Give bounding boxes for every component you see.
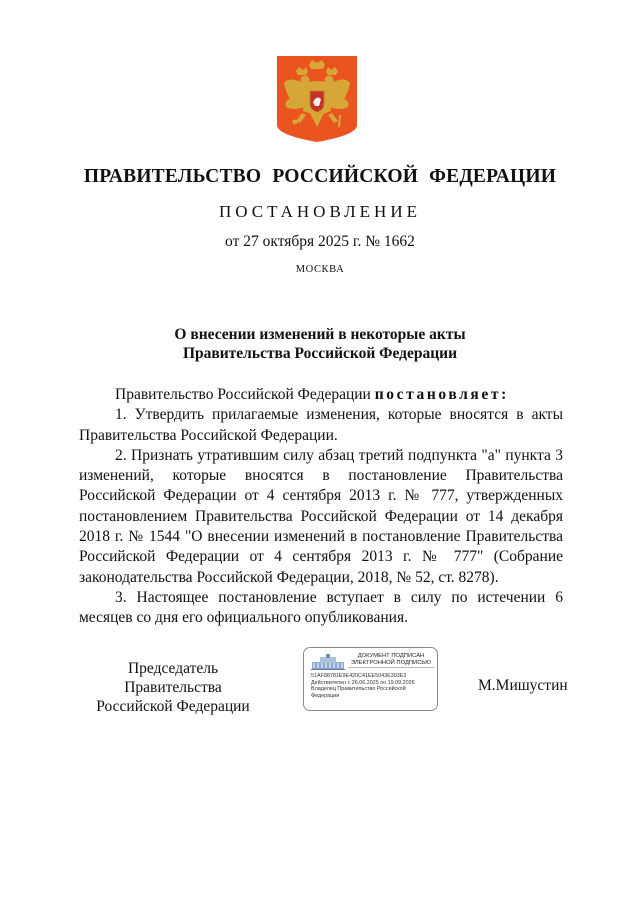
certificate-owner-line-1: Владелец Правительство Российской: [311, 686, 406, 693]
subject-line-2: Правительства Российской Федерации: [182, 345, 458, 362]
stamp-title-line-2: ЭЛЕКТРОННОЙ ПОДПИСЬЮ: [348, 660, 434, 668]
subject-line-1: О внесении изменений в некоторые акты: [174, 326, 466, 343]
paragraph-3: 3. Настоящее постановление вступает в силу по истечении 6 месяцев со дня его официального опубликования.: [79, 588, 563, 627]
signatory-name: М.Мишустин: [478, 677, 568, 694]
signatory-position: [78, 659, 268, 716]
stamp-details: [311, 673, 435, 699]
position-line-1: Председатель Правительства: [124, 660, 222, 696]
paragraph-1: 1. Утвердить прилагаемые изменения, которые вносятся в акты Правительства Российской Федерации.: [79, 406, 563, 444]
paragraph-2: 2. Признать утратившим силу абзац третий подпункта "а" пункта 3 изменений, которые вносятся в постановление Правительства Российской Федерации от 4 сентября 2013 г. № 777, утвержденных постановлением Правительства Российской Федерации от 14 декабря 2018 г. № 1544 "О внесении изменений в постановление Правительства Российской Федерации от 4 сентября 2013 г. № 777" (Собрание законодательства Российской Федерации, 2018, № 52, ст. 8278).: [79, 446, 563, 586]
document-type: ПОСТАНОВЛЕНИЕ: [218, 202, 421, 221]
certificate-validity: Действителен с 26.06.2025 по 19.09.2026: [311, 679, 415, 686]
position-line-2: Российской Федерации: [96, 698, 250, 715]
date-and-number: от 27 октября 2025 г. № 1662: [225, 233, 415, 250]
stamp-title: [348, 653, 434, 668]
certificate-owner-line-2: Федерации: [311, 692, 340, 699]
stamp-title-line-1: ДОКУМЕНТ ПОДПИСАН: [357, 653, 425, 659]
decree-subject: [0, 325, 640, 363]
coat-of-arms-emblem: [276, 55, 358, 143]
city: МОСКВА: [295, 264, 345, 275]
intro-paragraph: [79, 385, 563, 405]
electronic-signature-stamp: [303, 647, 438, 711]
decree-body: [79, 385, 563, 629]
decree-keyword: постановляет:: [374, 386, 509, 403]
government-building-icon: [311, 653, 345, 670]
intro-text: Правительство Российской Федерации: [115, 386, 375, 403]
certificate-serial: 51AF88781E9E420C41EE5043E303E3: [311, 673, 407, 679]
government-title: ПРАВИТЕЛЬСТВО РОССИЙСКОЙ ФЕДЕРАЦИИ: [83, 166, 557, 187]
